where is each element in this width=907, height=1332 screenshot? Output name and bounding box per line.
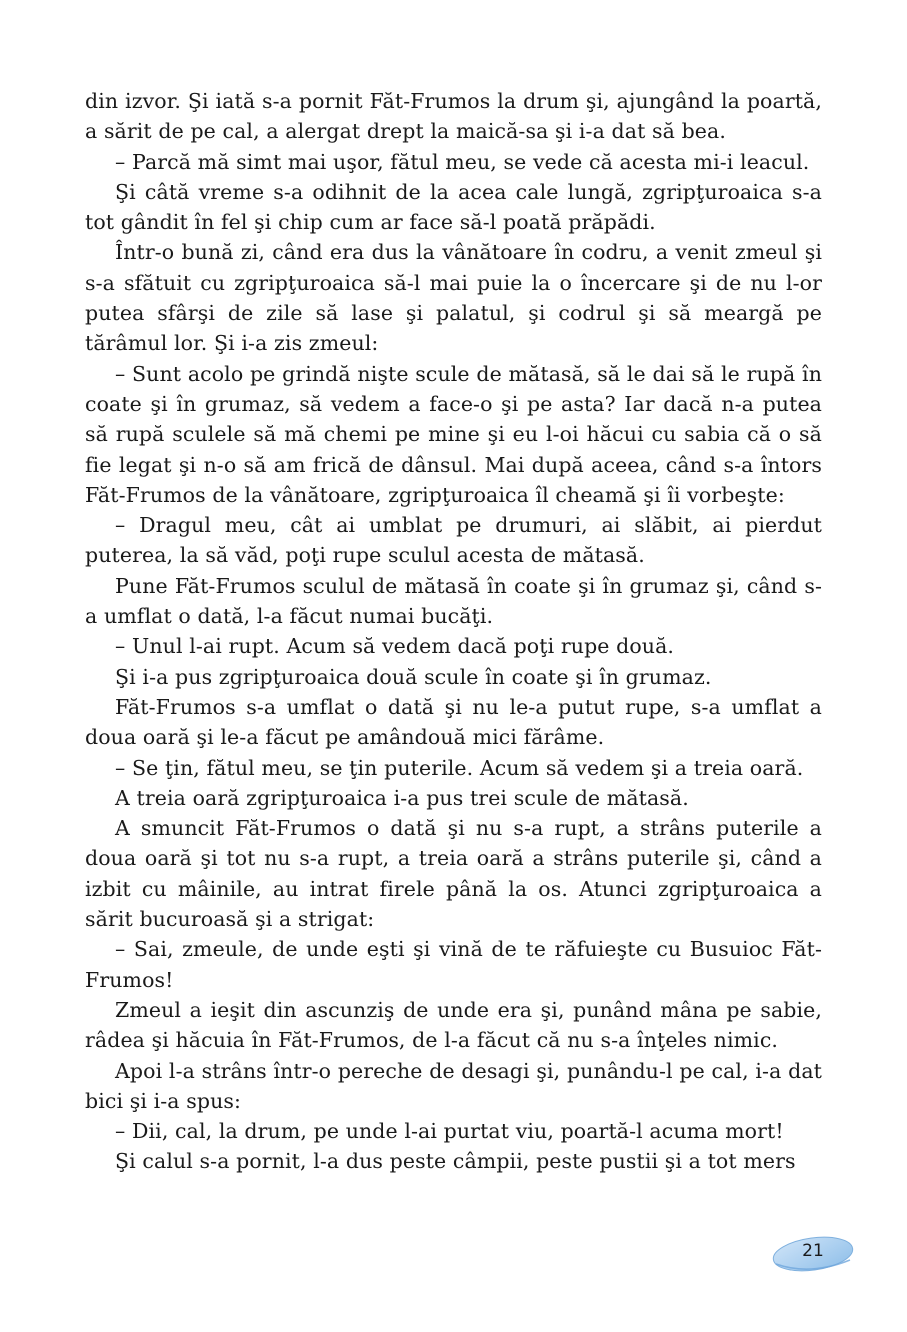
paragraph: – Unul l-ai rupt. Acum să vedem dacă poţi rupe două. [115,634,675,659]
paragraph: – Dragul meu, cât ai umblat pe drumuri, ai slăbit, ai pierdut puterea, la să văd, poţi rupe sculul acesta de mătasă. [85,513,822,568]
page-body [85,86,822,1177]
paragraph: Şi i-a pus zgripţuroaica două scule în coate şi în grumaz. [115,664,712,689]
paragraph: A smuncit Făt-Frumos o dată şi nu s-a rupt, a strâns puterile a doua oară şi tot nu s-a rupt, a treia oară a strâns puterile şi, când a izbit cu mâinile, au intrat firele până la os. Atunci zgripţuroaica a sărit bucuroasă şi a strigat: [85,816,822,932]
paragraph: Într-o bună zi, când era dus la vânătoare în codru, a venit zmeul şi s-a sfătuit cu zgripţuroaica să-l mai puie la o încercare şi de nu l-or putea sfârşi de zile să lase şi palatul, şi codrul şi să meargă pe tărâmul lor. Şi i-a zis zmeul: [85,240,822,356]
page-number-badge [770,1234,856,1278]
paragraph: Zmeul a ieşit din ascunziş de unde era şi, punând mâna pe sabie, râdea şi hăcuia în Făt-Frumos, de l-a făcut că nu s-a înţeles nimic. [85,997,822,1053]
page-number: 21 [802,1241,824,1261]
paragraph: – Se ţin, fătul meu, se ţin puterile. Acum să vedem şi a treia oară. [115,755,804,780]
paragraph: din izvor. Şi iată s-a pornit Făt-Frumos la drum şi, ajungând la poartă, a sărit de pe cal, a alergat drept la maică-sa şi i-a dat să bea. [85,89,822,144]
paragraph: Apoi l-a strâns într-o pereche de desagi şi, punându-l pe cal, i-a dat bici şi i-a spus: [85,1058,822,1113]
paragraph: Şi calul s-a pornit, l-a dus peste câmpii, peste pustii şi a tot mers [115,1149,796,1174]
paragraph: Şi câtă vreme s-a odihnit de la acea cale lungă, zgripţuroaica s-a tot gândit în fel şi chip cum ar face să-l poată prăpădi. [85,179,822,235]
paragraph: Pune Făt-Frumos sculul de mătasă în coate şi în grumaz şi, când s-a umflat o dată, l-a făcut numai bucăţi. [85,573,822,629]
paragraph: – Dii, cal, la drum, pe unde l-ai purtat viu, poartă-l acuma mort! [115,1119,784,1144]
paragraph: Făt-Frumos s-a umflat o dată şi nu le-a putut rupe, s-a umflat a doua oară şi le-a făcut pe amândouă mici fărâme. [85,694,822,750]
paragraph: – Sunt acolo pe grindă nişte scule de mătasă, să le dai să le rupă în coate şi în grumaz, să vedem a face-o şi pe asta? Iar dacă n-a putea să rupă sculele să mă chemi pe mine şi eu l-oi hăcui cu sabia că o să fie legat şi n-o să am frică de dânsul. Mai după aceea, când s-a întors Făt-Frumos de la vânătoare, zgripţuroaica îl cheamă şi îi vorbeşte: [85,361,822,507]
paragraph: – Sai, zmeule, de unde eşti şi vină de te răfuieşte cu Busuioc Făt-Frumos! [85,937,822,992]
paragraph: A treia oară zgripţuroaica i-a pus trei scule de mătasă. [115,785,689,810]
paragraph: – Parcă mă simt mai uşor, fătul meu, se vede că acesta mi-i leacul. [115,149,810,174]
